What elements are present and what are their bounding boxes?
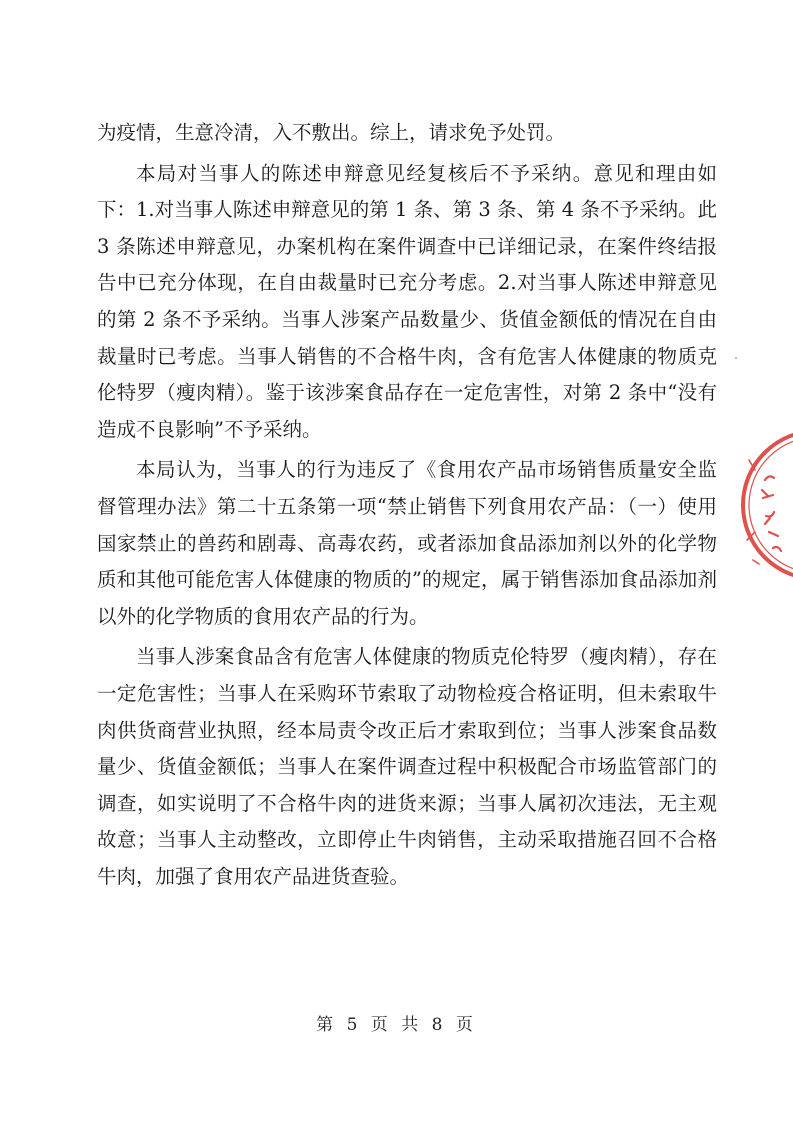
document-body: [97, 115, 717, 895]
scan-speck: [735, 357, 737, 359]
page-number: 第 5 页 共 8 页: [316, 1015, 477, 1035]
paragraph-circumstances: 当事人涉案食品含有危害人体健康的物质克伦特罗（瘦肉精），存在一定危害性；当事人在采购环节索取了动物检疫合格证明，但未索取牛肉供货商营业执照，经本局责令改正后才索取到位；当事人涉案食品数量少、货值金额低；当事人在案件调查过程中积极配合市场监管部门的调查，如实说明了不合格牛肉的进货来源；当事人属初次违法，无主观故意；当事人主动整改，立即停止牛肉销售，主动采取措施召回不合格牛肉，加强了食用农产品进货查验。: [97, 645, 717, 888]
paragraph-continuation: 为疫情，生意冷清，入不敷出。综上，请求免予处罚。: [97, 121, 566, 144]
official-seal-icon: [735, 420, 793, 590]
paragraph-violation: 本局认为，当事人的行为违反了《食用农产品市场销售质量安全监督管理办法》第二十五条第一项“禁止销售下列食用农产品：（一）使用国家禁止的兽药和剧毒、高毒农药，或者添加食品添加剂以外的化学物质和其他可能危害人体健康的物质的”的规定，属于销售添加食品添加剂以外的化学物质的食用农产品的行为。: [97, 458, 717, 628]
paragraph-review-opinion: 本局对当事人的陈述申辩意见经复核后不予采纳。意见和理由如下：1.对当事人陈述申辩意见的第 1 条、第 3 条、第 4 条不予采纳。此 3 条陈述申辩意见，办案机构在案件调查中已详细记录，在案件终结报告中已充分体现，在自由裁量时已充分考虑。2.对当事人陈述申辩意见的第 2 条不予采纳。当事人涉案产品数量少、货值金额低的情况在自由裁量时已考虑。当事人销售的不合格牛肉，含有危害人体健康的物质克伦特罗（瘦肉精）。鉴于该涉案食品存在一定危害性，对第 2 条中“没有造成不良影响”不予采纳。: [97, 161, 717, 441]
